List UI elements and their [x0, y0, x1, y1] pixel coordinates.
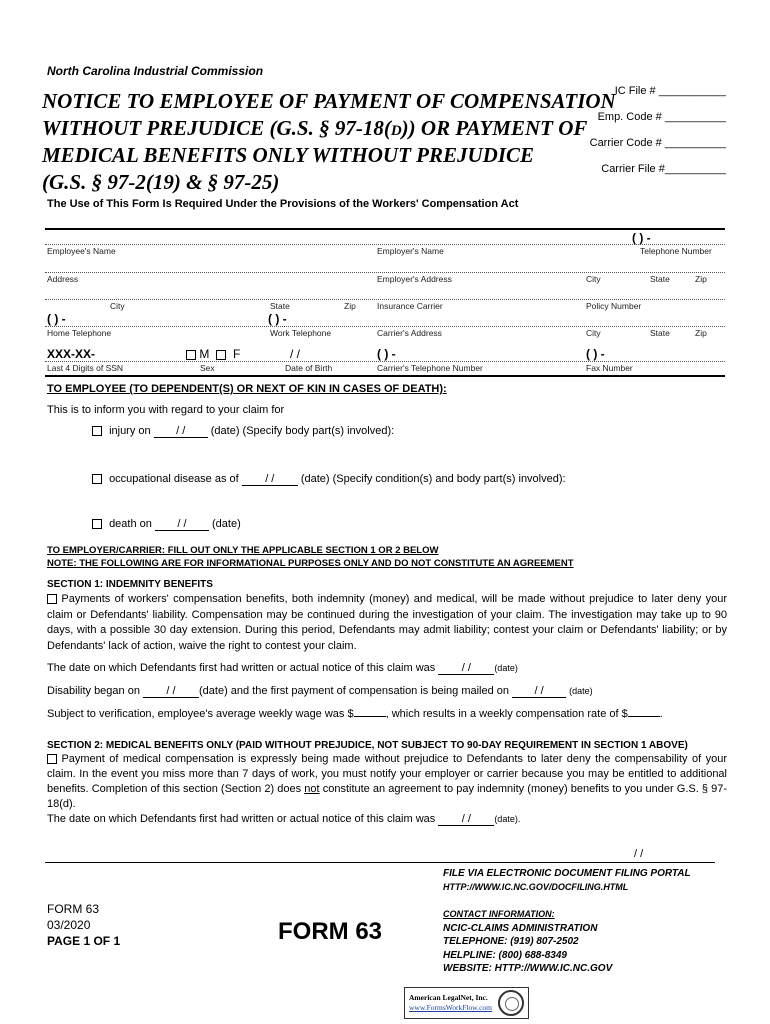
ssn-value[interactable]: XXX-XX-: [47, 347, 96, 361]
section2-notice-date-field[interactable]: / /: [438, 813, 494, 826]
employer-city-label: City: [586, 274, 601, 284]
sex-selector: [186, 347, 240, 361]
section1-checkbox[interactable]: [47, 594, 57, 604]
to-employee-heading: TO EMPLOYEE (TO DEPENDENT(S) OR NEXT OF KIN IN CASES OF DEATH):: [47, 383, 447, 395]
section2-body-not: not: [304, 783, 320, 795]
contact-org: NCIC-CLAIMS ADMINISTRATION: [443, 922, 598, 934]
efiling-url[interactable]: HTTP://WWW.IC.NC.GOV/DOCFILING.HTML: [443, 882, 629, 892]
publisher-badge: [404, 987, 529, 1019]
sex-f-label: F: [233, 347, 241, 361]
section1-body-block: [47, 592, 727, 654]
section2-notice-row: [47, 813, 520, 826]
disability-label: Disability began on: [47, 685, 140, 697]
injury-checkbox[interactable]: [92, 426, 102, 436]
disability-tail: (date): [569, 686, 593, 696]
employee-name-label: Employee's Name: [47, 246, 116, 256]
section2-checkbox[interactable]: [47, 754, 57, 764]
disease-tail: (date) (Specify condition(s) and body part(s) involved):: [300, 473, 566, 485]
wage-mid: , which results in a weekly compensation rate of $: [385, 708, 628, 720]
carrier-telephone-label: Carrier's Telephone Number: [377, 363, 483, 373]
section1-heading: SECTION 1: INDEMNITY BENEFITS: [47, 579, 213, 590]
policy-number-label: Policy Number: [586, 301, 642, 311]
contact-title: CONTACT INFORMATION:: [443, 909, 555, 919]
title-line-2: WITHOUT PREJUDICE (G.S. § 97-18(d)) OR PAYMENT OF: [42, 116, 588, 140]
form-title: [42, 88, 616, 196]
injury-tail: (date) (Specify body part(s) involved):: [210, 425, 395, 437]
signature-date[interactable]: / /: [634, 848, 644, 860]
section2-heading: SECTION 2: MEDICAL BENEFITS ONLY (PAID WITHOUT PREJUDICE, NOT SUBJECT TO 90-DAY REQUIREMENT IN SECTION 1 ABOVE): [47, 740, 688, 751]
fax-number-label: Fax Number: [586, 363, 633, 373]
fax-mask[interactable]: ( ) -: [586, 347, 605, 361]
injury-label: injury on: [109, 425, 151, 437]
home-phone-mask[interactable]: ( ) -: [47, 312, 66, 326]
wage-row: [47, 708, 663, 720]
employer-address-label: Employer's Address: [377, 274, 452, 284]
form-date: 03/2020: [47, 918, 91, 932]
title-line-4: (G.S. § 97-2(19) & § 97-25): [42, 170, 280, 194]
employee-state-label: State: [270, 301, 290, 311]
contact-helpline: HELPLINE: (800) 688-8349: [443, 949, 567, 961]
employer-name-label: Employer's Name: [377, 246, 444, 256]
carrier-city-label: City: [586, 328, 601, 338]
comp-rate-field[interactable]: [628, 716, 660, 717]
telephone-number-label: Telephone Number: [640, 246, 712, 256]
emp-code-field[interactable]: Emp. Code # __________: [597, 111, 726, 123]
disease-label: occupational disease as of: [109, 473, 239, 485]
employee-city-label: City: [110, 301, 125, 311]
carrier-zip-label: Zip: [695, 328, 707, 338]
efiling-title: FILE VIA ELECTRONIC DOCUMENT FILING PORTAL: [443, 868, 691, 879]
disability-row: [47, 685, 593, 698]
carrier-file-field[interactable]: Carrier File #__________: [601, 163, 726, 175]
form-big-title: FORM 63: [278, 918, 383, 945]
avg-weekly-wage-field[interactable]: [354, 716, 386, 717]
death-label: death on: [109, 518, 152, 530]
section2-notice-label: The date on which Defendants first had written or actual notice of this claim was: [47, 813, 436, 825]
wage-tail: .: [659, 708, 663, 720]
sex-label: Sex: [200, 363, 215, 373]
instruction-line-2: NOTE: THE FOLLOWING ARE FOR INFORMATIONAL PURPOSES ONLY AND DO NOT CONSTITUTE AN AGREEMENT: [47, 558, 574, 569]
section1-notice-tail: (date): [494, 663, 518, 673]
employer-state-label: State: [650, 274, 670, 284]
ssn-label: Last 4 Digits of SSN: [47, 363, 124, 373]
section2-body-b: constitute an agreement to pay indemnity (money) benefits to you under G.S. § 97-18(d).: [47, 783, 728, 810]
insurance-carrier-label: Insurance Carrier: [377, 301, 443, 311]
wage-label: Subject to verification, employee's average weekly wage was $: [47, 708, 354, 720]
form-id-block: [47, 901, 120, 949]
title-line-1: NOTICE TO EMPLOYEE OF PAYMENT OF COMPENSATION: [42, 89, 616, 113]
instruction-line-1: TO EMPLOYER/CARRIER: FILL OUT ONLY THE APPLICABLE SECTION 1 OR 2 BELOW: [47, 545, 439, 556]
carrier-phone-mask[interactable]: ( ) -: [377, 347, 396, 361]
section2-body-a: Payment of medical compensation is expressly being made without prejudice to Defendants to later deny the compensability of your claim. In the event you miss more than 7 days of work, you must notify your employer or carrier because you may be entitled to additional benefits. Completion of this section (Section 2) does: [47, 753, 727, 795]
death-checkbox[interactable]: [92, 519, 102, 529]
death-tail: (date): [212, 518, 241, 530]
section1-body: Payments of workers' compensation benefits, both indemnity (money) and medical, will be made without prejudice to later deny your claim or Defendants' liability. Compensation may be continued during the investigation of your claim. The investigation may take up to 90 days, with a possible 30 day extension. During this period, Defendants may admit liability; contest your claim or Defendants' liability; or by Defendants' lack of action, waive the right to contest your claim.: [47, 593, 727, 652]
sex-m-checkbox[interactable]: [186, 350, 196, 360]
carrier-address-label: Carrier's Address: [377, 328, 442, 338]
section2-body-block: [47, 752, 727, 812]
injury-date-field[interactable]: / /: [154, 425, 208, 438]
carrier-state-label: State: [650, 328, 670, 338]
dob-mask[interactable]: / /: [290, 347, 301, 361]
form-subtitle: The Use of This Form Is Required Under the Provisions of the Workers' Compensation Act: [47, 198, 519, 210]
disability-mid: (date) and the first payment of compensation is being mailed on: [199, 685, 510, 697]
disease-row: [92, 473, 566, 486]
file-codes: [590, 78, 726, 182]
form-label: FORM 63: [47, 902, 100, 916]
injury-row: [92, 425, 394, 438]
agency-name: North Carolina Industrial Commission: [47, 64, 264, 78]
address-label: Address: [47, 274, 79, 284]
contact-website[interactable]: WEBSITE: HTTP://WWW.IC.NC.GOV: [443, 963, 613, 974]
section1-notice-date-field[interactable]: / /: [438, 662, 494, 675]
section1-notice-label: The date on which Defendants first had written or actual notice of this claim was: [47, 662, 436, 674]
dob-label: Date of Birth: [285, 363, 333, 373]
contact-block: [443, 908, 612, 976]
section1-notice-row: [47, 662, 518, 675]
ic-file-field[interactable]: IC File # ___________: [614, 85, 726, 97]
contact-telephone: TELEPHONE: (919) 807-2502: [443, 936, 579, 947]
publisher-name: American LegalNet, Inc.: [409, 993, 488, 1002]
title-line-3: MEDICAL BENEFITS ONLY WITHOUT PREJUDICE: [42, 143, 535, 167]
work-phone-mask[interactable]: ( ) -: [268, 312, 287, 326]
disability-date-field[interactable]: / /: [143, 685, 199, 698]
sex-m-label: M: [199, 347, 210, 361]
death-date-field[interactable]: / /: [155, 518, 209, 531]
to-employee-intro: This is to inform you with regard to your claim for: [47, 404, 285, 416]
section2-notice-tail: (date).: [494, 814, 521, 824]
carrier-code-field[interactable]: Carrier Code # __________: [589, 137, 726, 149]
publisher-seal-icon: [498, 990, 524, 1016]
work-telephone-label: Work Telephone: [270, 328, 332, 338]
payment-date-field[interactable]: / /: [512, 685, 566, 698]
employer-zip-label: Zip: [695, 274, 707, 284]
home-telephone-label: Home Telephone: [47, 328, 112, 338]
employee-zip-label: Zip: [344, 301, 356, 311]
employer-phone-mask[interactable]: ( ) -: [632, 231, 651, 245]
disease-checkbox[interactable]: [92, 474, 102, 484]
disease-date-field[interactable]: / /: [242, 473, 298, 486]
page-number: PAGE 1 OF 1: [47, 934, 121, 948]
publisher-url[interactable]: www.FormsWorkFlow.com: [409, 1003, 493, 1012]
death-row: [92, 518, 241, 531]
sex-f-checkbox[interactable]: [216, 350, 226, 360]
